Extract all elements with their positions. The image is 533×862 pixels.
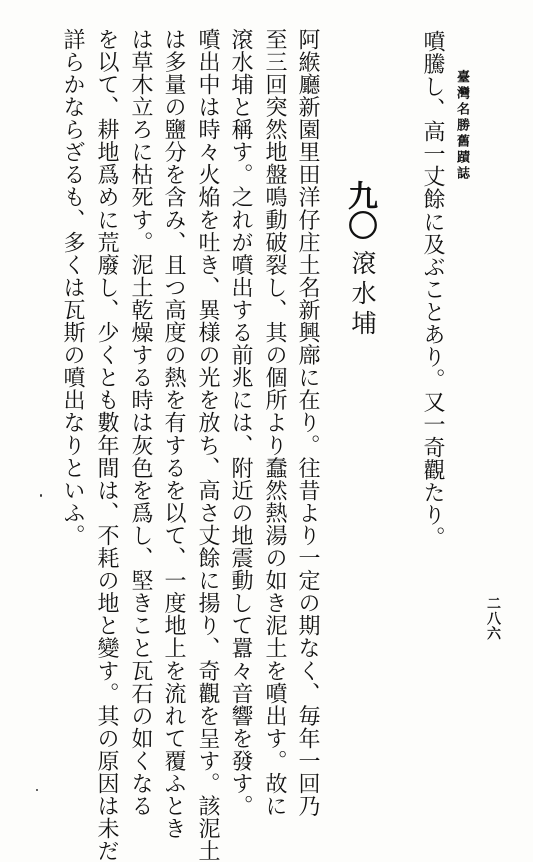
text-line-8: を以て、耕地爲めに荒廢し、少くとも數年間は、不耗の地と變す。其の原因は未だ bbox=[94, 28, 119, 862]
section-number: 九〇 bbox=[342, 180, 377, 240]
text-line-3: 至三回突然地盤鳴動破裂し、其の個所より蠢然熱湯の如き泥土を噴出す。故に bbox=[262, 28, 287, 818]
text-line-2: 阿緱廳新園里田洋仔庄土名新興廍に在り。往昔より一定の期なく、毎年一回乃 bbox=[295, 28, 320, 818]
page-number: 二八六 bbox=[485, 596, 501, 641]
section-title: 滾水埔 bbox=[348, 250, 377, 340]
text-line-9: 詳らかならざるも、多くは瓦斯の噴出なりといふ。 bbox=[60, 28, 85, 547]
text-line-7: は草木立ろに枯死す。泥土乾燥する時は灰色を爲し、堅きこと瓦石の如くなる bbox=[128, 28, 153, 818]
print-speck bbox=[36, 789, 38, 791]
text-line-4: 滾水埔と稱す。之れが噴出する前兆には、附近の地震動して囂々音響を發す。 bbox=[228, 28, 253, 818]
text-line-6: は多量の鹽分を含み、且つ高度の熱を有するを以て、一度地上を流れて覆ふとき bbox=[161, 28, 186, 840]
running-head: 臺灣名勝舊蹟誌 bbox=[454, 70, 469, 182]
print-speck bbox=[40, 494, 42, 497]
text-line-1: 噴騰し、高一丈餘に及ぶことあり。又一奇觀たり。 bbox=[420, 30, 445, 549]
text-line-5: 噴出中は時々火焔を吐き、異様の光を放ち、高さ丈餘に揚り、奇觀を呈す。該泥土 bbox=[195, 28, 220, 862]
